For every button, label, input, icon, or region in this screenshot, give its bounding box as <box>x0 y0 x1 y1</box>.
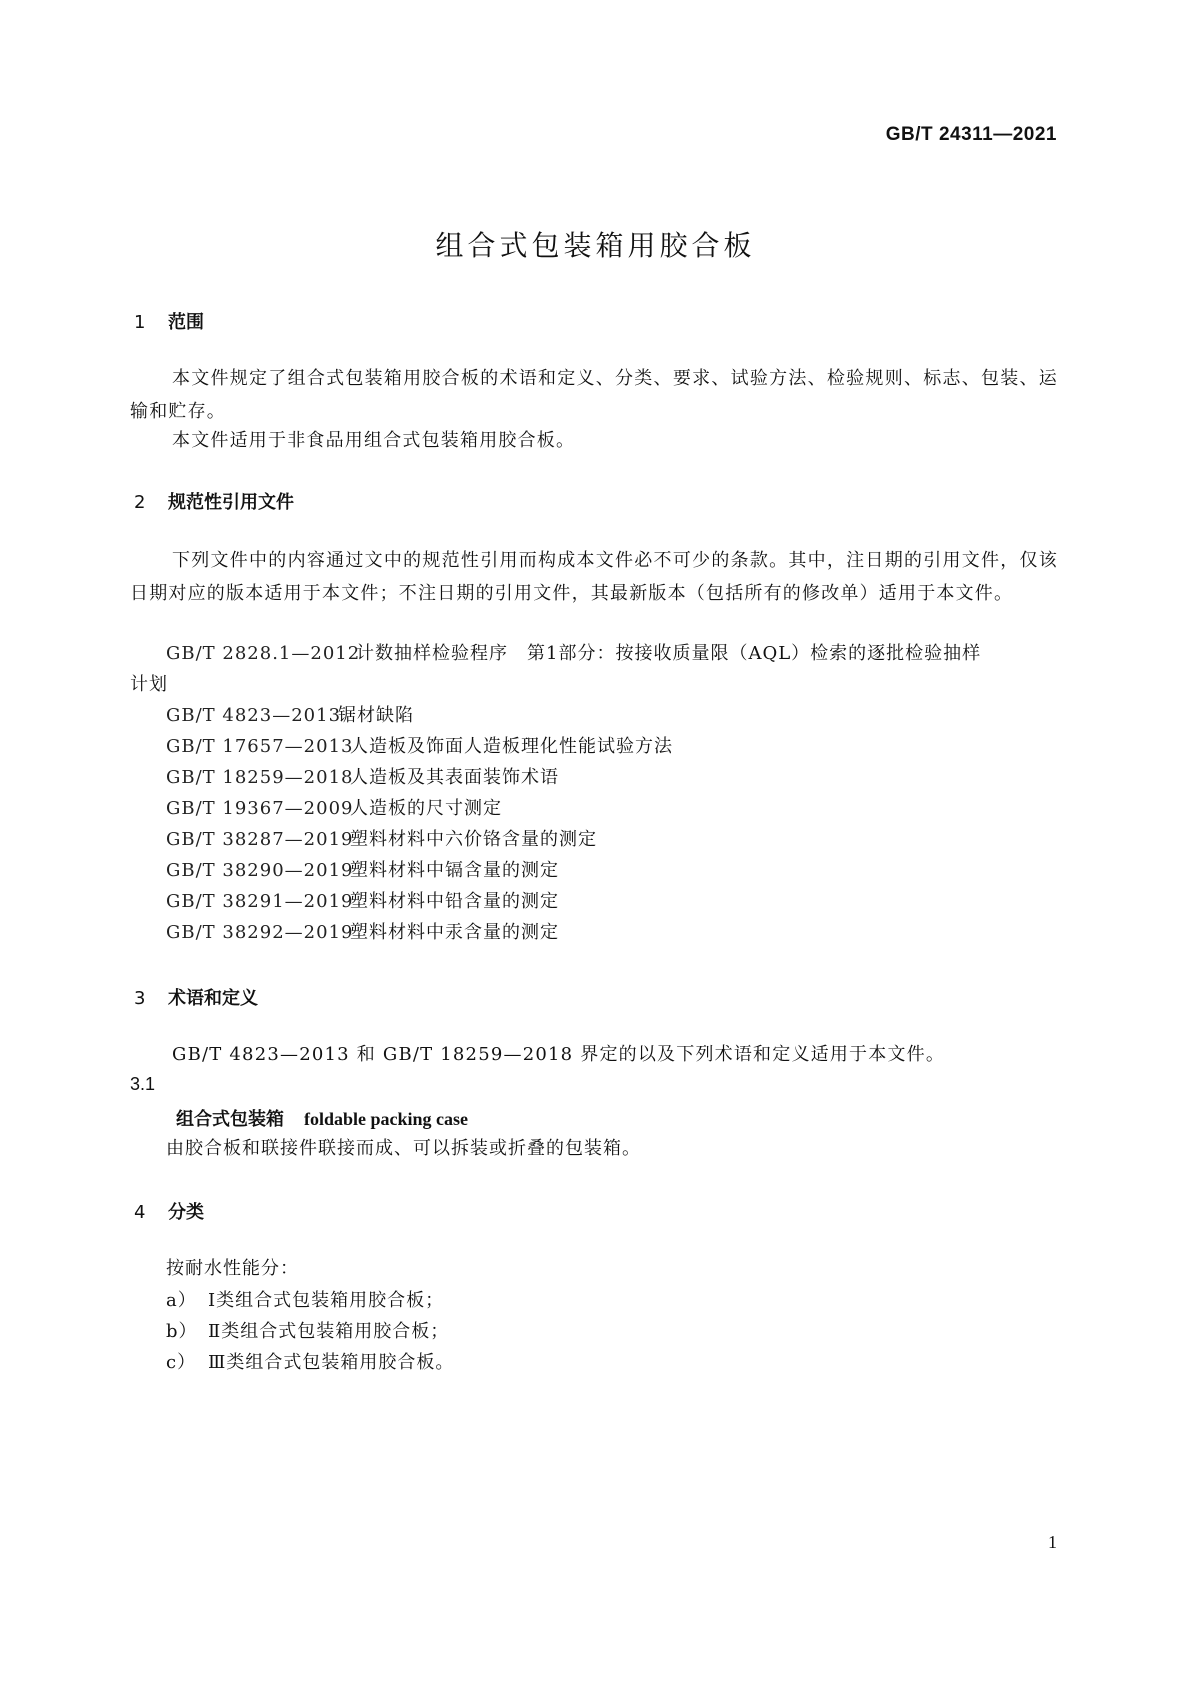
reference-item <box>166 885 559 918</box>
section-title: 规范性引用文件 <box>168 492 294 513</box>
list-item <box>166 1346 454 1379</box>
reference-code: GB/T 17657—2013 <box>166 736 354 757</box>
reference-title: 塑料材料中铅含量的测定 <box>350 891 559 912</box>
section-3-heading <box>134 984 258 1010</box>
reference-title: 锯材缺陷 <box>338 705 414 726</box>
section-1-paragraph-1: 本文件规定了组合式包装箱用胶合板的术语和定义、分类、要求、试验方法、检验规则、标志、包装、运输和贮存。 <box>130 368 1058 422</box>
reference-title: 人造板的尺寸测定 <box>350 798 502 819</box>
subsection-number: 3.1 <box>130 1074 156 1094</box>
reference-code: GB/T 4823—2013 <box>166 705 342 726</box>
standard-code: GB/T 24311—2021 <box>885 124 1057 145</box>
section-1-paragraph-2: 本文件适用于非食品用组合式包装箱用胶合板。 <box>172 430 576 451</box>
reference-item <box>166 823 597 856</box>
term-definition: 由胶合板和联接件联接而成、可以拆装或折叠的包装箱。 <box>166 1138 641 1159</box>
section-number: 2 <box>134 492 146 513</box>
section-number: 4 <box>134 1202 146 1223</box>
term-chinese: 组合式包装箱 <box>176 1109 284 1130</box>
reference-item <box>166 916 559 949</box>
reference-item <box>166 637 981 670</box>
section-1-heading <box>134 308 204 334</box>
list-marker: b） <box>166 1321 198 1342</box>
reference-code: GB/T 18259—2018 <box>166 767 354 788</box>
reference-title: 塑料材料中六价铬含量的测定 <box>350 829 597 850</box>
section-title: 术语和定义 <box>168 988 258 1009</box>
reference-code: GB/T 19367—2009 <box>166 798 354 819</box>
classification-intro: 按耐水性能分： <box>166 1258 299 1279</box>
reference-title: 塑料材料中汞含量的测定 <box>350 922 559 943</box>
page-number: 1 <box>1048 1532 1057 1552</box>
list-text: Ⅰ类组合式包装箱用胶合板； <box>208 1290 445 1311</box>
section-4-heading <box>134 1198 204 1224</box>
reference-item <box>166 854 559 887</box>
section-title: 分类 <box>168 1202 204 1223</box>
document-title: 组合式包装箱用胶合板 <box>435 229 756 262</box>
section-2-paragraph-1: 下列文件中的内容通过文中的规范性引用而构成本文件必不可少的条款。其中，注日期的引用文件，仅该日期对应的版本适用于本文件；不注日期的引用文件，其最新版本（包括所有的修改单）适用于本文件。 <box>130 550 1058 604</box>
reference-code: GB/T 38287—2019 <box>166 829 354 850</box>
reference-code: GB/T 2828.1—2012 <box>166 643 361 664</box>
section-number: 3 <box>134 988 146 1009</box>
reference-item <box>166 761 559 794</box>
term-english: foldable packing case <box>304 1109 469 1129</box>
reference-code: GB/T 38290—2019 <box>166 860 354 881</box>
reference-title: 人造板及其表面装饰术语 <box>350 767 559 788</box>
section-title: 范围 <box>168 312 204 333</box>
list-item <box>166 1284 444 1317</box>
list-marker: c） <box>166 1352 197 1373</box>
reference-continuation: 计划 <box>130 674 168 695</box>
reference-code: GB/T 38291—2019 <box>166 891 354 912</box>
list-item <box>166 1315 449 1348</box>
reference-title: 人造板及饰面人造板理化性能试验方法 <box>350 736 673 757</box>
reference-title: 塑料材料中镉含量的测定 <box>350 860 559 881</box>
reference-item <box>166 792 502 825</box>
section-number: 1 <box>134 312 146 333</box>
list-text: Ⅱ类组合式包装箱用胶合板； <box>208 1321 450 1342</box>
term-entry <box>176 1105 468 1131</box>
list-text: Ⅲ类组合式包装箱用胶合板。 <box>208 1352 455 1373</box>
section-3-paragraph-1: GB/T 4823—2013 和 GB/T 18259—2018 界定的以及下列术语和定义适用于本文件。 <box>172 1044 946 1065</box>
reference-item <box>166 699 414 732</box>
list-marker: a） <box>166 1290 197 1311</box>
reference-item <box>166 730 673 763</box>
reference-code: GB/T 38292—2019 <box>166 922 354 943</box>
section-2-heading <box>134 488 294 514</box>
reference-title: 计数抽样检验程序 第1部分：按接收质量限（AQL）检索的逐批检验抽样 <box>356 643 982 664</box>
